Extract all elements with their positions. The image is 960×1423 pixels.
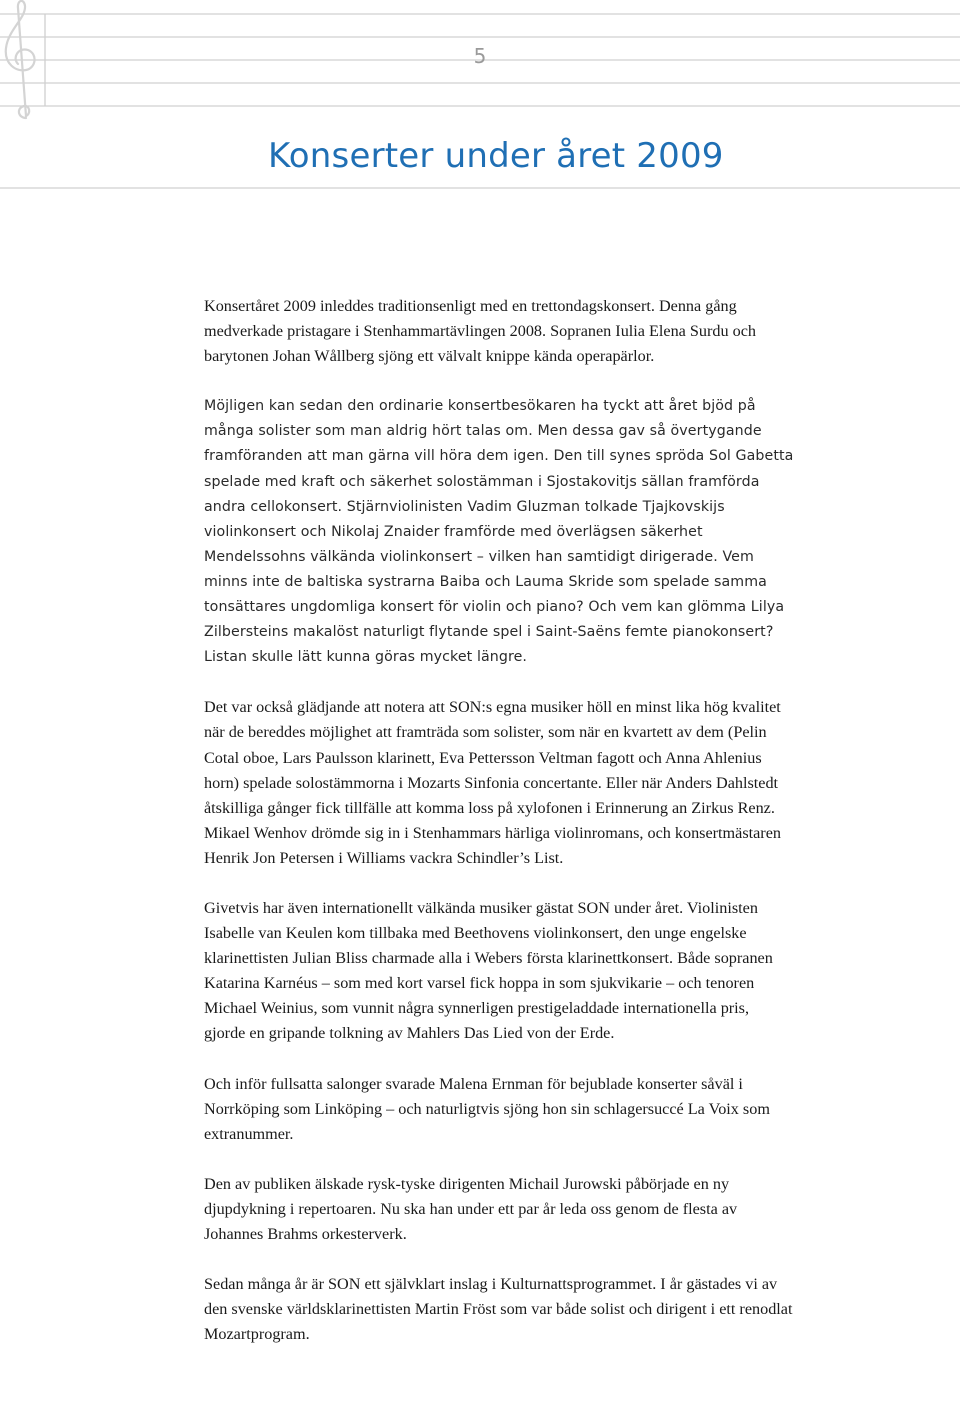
page-title: Konserter under året 2009 (268, 136, 724, 176)
page-number: 5 (473, 44, 487, 68)
paragraph-3: Det var också glädjande att notera att SON:s egna musiker höll en minst lika hög kvalitet när de bereddes möjlighet att framträda som solister, som när en kvartett av dem (Pelin Cotal oboe, Lars Paulsson klarinett, Eva Pettersson Veltman fagott och Anna Ahlenius horn) spelade solostämmorna i Mozarts Sinfonia concertante. Eller när Anders Dahlstedt åtskilliga gånger fick tillfälle att komma loss på xylofonen i Erinnerung an Zirkus Renz. Mikael Wenhov drömde sig in i Stenhammars härliga violinromans, och konsertmästaren Henrik Jon Petersen i Williams vackra Schindler’s List. (204, 698, 781, 867)
paragraph-5: Och inför fullsatta salonger svarade Malena Ernman för bejublade konserter såväl i Norrköping som Linköping – och naturligtvis sjöng hon sin schlagersuccé La Voix som extranummer. (204, 1074, 770, 1143)
paragraph-2: Möjligen kan sedan den ordinarie konsertbesökaren ha tyckt att året bjöd på många solister som man aldrig hört talas om. Men dessa gav så övertygande framföranden att man gärna vill höra dem igen. Den till synes spröda Sol Gabetta spelade med kraft och säkerhet solostämman i Sjostakovitjs sällan framförda andra cellokonsert. Stjärnviolinisten Vadim Gluzman tolkade Tjajkovskijs violinkonsert och Nikolaj Znaider framförde med överlägsen säkerhet Mendelssohns välkända violinkonsert – vilken han samtidigt dirigerade. Vem minns inte de baltiska systrarna Baiba och Lauma Skride som spelade samma tonsättares ungdomliga konsert för violin och piano? Och vem kan glömma Lilya Zilbersteins makalöst naturligt flytande spel i Saint-Saëns femte pianokonsert? Listan skulle lätt kunna göras mycket längre. (204, 398, 794, 666)
paragraph-7: Sedan många år är SON ett självklart inslag i Kulturnattsprogrammet. I år gästades vi av den svenske världsklarinettisten Martin Fröst som var både solist och dirigent i ett renodlat Mozartprogram. (204, 1275, 793, 1344)
paragraph-1: Konsertåret 2009 inleddes traditionsenligt med en trettondagskonsert. Denna gång medverkade pristagare i Stenhammartävlingen 2008. Sopranen Iulia Elena Surdu och barytonen Johan Wållberg sjöng ett välvalt knippe kända operapärlor. (204, 297, 757, 366)
paragraph-4: Givetvis har även internationellt välkända musiker gästat SON under året. Violinisten Isabelle van Keulen kom tillbaka med Beethovens violinkonsert, den unge engelske klarinettisten Julian Bliss charmade alla i Webers första klarinettkonsert. Både sopranen Katarina Karnéus – som med kort varsel fick hoppa in som sjukvikarie – och tenoren Michael Weinius, som vunnit några synnerligen prestigeladdade internationella pris, gjorde en gripande tolkning av Mahlers Das Lied von der Erde. (204, 898, 773, 1043)
article-body (204, 294, 794, 1372)
paragraph-6: Den av publiken älskade rysk-tyske dirigenten Michail Jurowski påbörjade en ny djupdykning i repertoaren. Nu ska han under ett par år leda oss genom de flesta av Johannes Brahms orkesterverk. (204, 1174, 738, 1243)
